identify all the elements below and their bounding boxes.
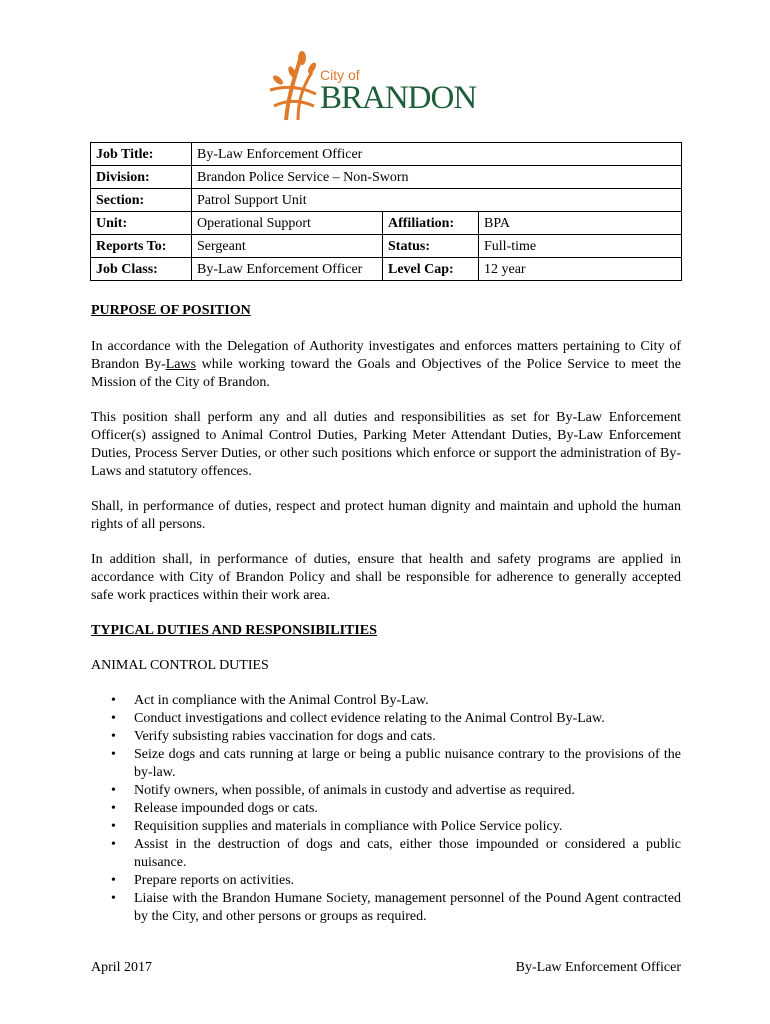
purpose-heading: PURPOSE OF POSITION <box>91 303 251 318</box>
duty-text: Seize dogs and cats running at large or being a public nuisance contrary to the provisions of the by-law. <box>134 747 681 780</box>
list-item <box>91 728 681 746</box>
animal-control-subheading: ANIMAL CONTROL DUTIES <box>91 658 269 673</box>
bullet-icon: • <box>111 693 116 708</box>
purpose-p1-text: In accordance with the Delegation of Authority investigates and enforces matters pertaining to City of Brandon By- <box>91 339 681 372</box>
affiliation-label: Affiliation: <box>383 212 479 235</box>
division-label: Division: <box>91 166 192 189</box>
job-title-value: By-Law Enforcement Officer <box>192 143 682 166</box>
bullet-icon: • <box>111 837 116 852</box>
duty-text: Assist in the destruction of dogs and cats, either those impounded or considered a public nuisance. <box>134 837 681 870</box>
job-class-value: By-Law Enforcement Officer <box>192 258 383 281</box>
list-item <box>91 836 681 872</box>
section-label: Section: <box>91 189 192 212</box>
bullet-icon: • <box>111 783 116 798</box>
purpose-paragraph-4: In addition shall, in performance of duties, ensure that health and safety programs are applied in accordance with City of Brandon Policy and shall be responsible for adherence to generally accepted safe work practices within their work area. <box>91 552 681 603</box>
duties-heading: TYPICAL DUTIES AND RESPONSIBILITIES <box>91 623 377 638</box>
duty-text: Prepare reports on activities. <box>134 873 295 888</box>
wheat-emblem-icon <box>266 50 322 122</box>
job-title-label: Job Title: <box>91 143 192 166</box>
bullet-icon: • <box>111 873 116 888</box>
status-value: Full-time <box>479 235 682 258</box>
level-cap-value: 12 year <box>479 258 682 281</box>
bullet-icon: • <box>111 711 116 726</box>
table-row <box>91 189 682 212</box>
purpose-p1-text-end: while working toward the Goals and Objectives of the Police Service to meet the Mission of the City of Brandon. <box>91 357 681 390</box>
duty-text: Liaise with the Brandon Humane Society, management personnel of the Pound Agent contracted by the City, and other persons or groups as required. <box>134 891 681 924</box>
unit-label: Unit: <box>91 212 192 235</box>
division-value: Brandon Police Service – Non-Sworn <box>192 166 682 189</box>
reports-to-value: Sergeant <box>192 235 383 258</box>
list-item <box>91 800 681 818</box>
table-row <box>91 212 682 235</box>
level-cap-label: Level Cap: <box>383 258 479 281</box>
list-item <box>91 710 681 728</box>
table-row <box>91 258 682 281</box>
table-row <box>91 143 682 166</box>
city-logo <box>266 50 506 122</box>
footer-title: By-Law Enforcement Officer <box>515 960 681 975</box>
logo-city-text: City of <box>320 67 360 83</box>
status-label: Status: <box>383 235 479 258</box>
list-item <box>91 872 681 890</box>
purpose-paragraph-3: Shall, in performance of duties, respect and protect human dignity and maintain and uphold the human rights of all persons. <box>91 499 681 532</box>
section-value: Patrol Support Unit <box>192 189 682 212</box>
list-item <box>91 818 681 836</box>
bullet-icon: • <box>111 801 116 816</box>
bullet-icon: • <box>111 747 116 762</box>
job-info-table <box>90 142 682 281</box>
bullet-icon: • <box>111 729 116 744</box>
unit-value: Operational Support <box>192 212 383 235</box>
job-class-label: Job Class: <box>91 258 192 281</box>
bylaws-link: Laws <box>165 357 197 372</box>
duty-text: Requisition supplies and materials in compliance with Police Service policy. <box>134 819 563 834</box>
list-item <box>91 746 681 782</box>
purpose-paragraph-2: This position shall perform any and all duties and responsibilities as set for By-Law Enforcement Officer(s) assigned to Animal Control Duties, Parking Meter Attendant Duties, By-Law Enforcement Duties, Process Server Duties, or other such positions which enforce or support the administration of By-Laws and statutory offences. <box>91 410 681 479</box>
duty-text: Release impounded dogs or cats. <box>134 801 318 816</box>
affiliation-value: BPA <box>479 212 682 235</box>
duty-text: Notify owners, when possible, of animals in custody and advertise as required. <box>134 783 575 798</box>
list-item <box>91 890 681 926</box>
list-item <box>91 782 681 800</box>
duty-text: Verify subsisting rabies vaccination for dogs and cats. <box>134 729 436 744</box>
table-row <box>91 235 682 258</box>
duties-list <box>91 692 681 926</box>
footer-date: April 2017 <box>91 960 153 975</box>
duty-text: Act in compliance with the Animal Control By-Law. <box>134 693 429 708</box>
table-row <box>91 166 682 189</box>
document-body <box>91 302 681 926</box>
bullet-icon: • <box>111 819 116 834</box>
logo-brand-text: BRANDON <box>320 80 477 116</box>
duty-text: Conduct investigations and collect evidence relating to the Animal Control By-Law. <box>134 711 605 726</box>
list-item <box>91 692 681 710</box>
reports-to-label: Reports To: <box>91 235 192 258</box>
purpose-paragraph-1 <box>91 338 681 392</box>
bullet-icon: • <box>111 891 116 906</box>
